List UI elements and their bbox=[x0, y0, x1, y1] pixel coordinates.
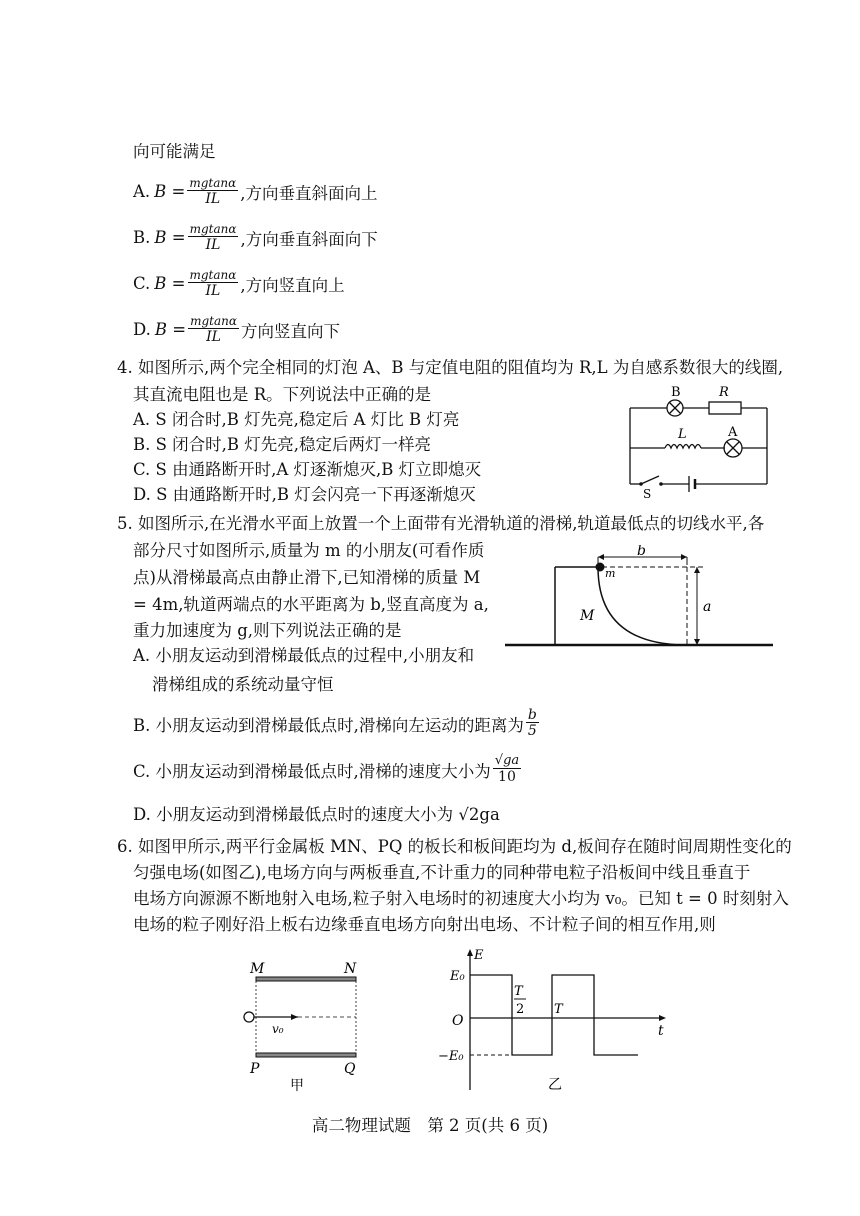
option-text: ,方向垂直斜面向上 bbox=[240, 183, 378, 203]
q4-stem-line2: 其直流电阻也是 R。下列说法中正确的是 bbox=[133, 385, 432, 404]
q5-stem-line1: 5. 如图所示,在光滑水平面上放置一个上面带有光滑轨道的滑梯,轨道最低点的切线水平,各 bbox=[117, 514, 765, 533]
q6-figure-jia bbox=[238, 955, 368, 1095]
option-label: B. bbox=[133, 228, 151, 247]
svg-text:−E₀: −E₀ bbox=[438, 1049, 464, 1064]
q5-option-a-line2: 滑梯组成的系统动量守恒 bbox=[152, 675, 334, 694]
svg-text:P: P bbox=[250, 1061, 260, 1077]
svg-text:乙: 乙 bbox=[548, 1077, 562, 1093]
q5-option-b: B. 小朋友运动到滑梯最低点时,滑梯向左运动的距离为 $\frac{b}{5}$ bbox=[133, 707, 537, 739]
label-b: B bbox=[671, 385, 681, 400]
plate-mn bbox=[256, 977, 356, 981]
fraction: $\frac{√ga}{10}$ bbox=[494, 753, 520, 785]
svg-text:N: N bbox=[344, 961, 357, 977]
label-a: A bbox=[728, 425, 738, 440]
svg-text:a: a bbox=[703, 599, 712, 615]
option-text: ,方向竖直向上 bbox=[240, 275, 345, 295]
fraction: $\frac{b}{5}$ bbox=[527, 707, 537, 739]
label-r: R bbox=[719, 385, 729, 400]
q3-continuation: 向可能满足 bbox=[133, 142, 216, 161]
fraction: $\frac{mgtan\alpha}{IL}$ bbox=[190, 314, 237, 345]
q5-stem-line3: 点)从滑梯最高点由静止滑下,已知滑梯的质量 M bbox=[133, 568, 481, 587]
svg-text:E: E bbox=[474, 948, 484, 963]
q5-stem-line2: 部分尺寸如图所示,质量为 m 的小朋友(可看作质 bbox=[133, 541, 485, 560]
label-s: S bbox=[643, 487, 652, 500]
svg-text:M: M bbox=[580, 608, 595, 624]
svg-text:b: b bbox=[637, 545, 646, 559]
option-lhs: B = bbox=[154, 320, 187, 339]
q3-option-b bbox=[133, 222, 378, 253]
option-label: A. bbox=[133, 182, 151, 201]
label-l: L bbox=[678, 427, 687, 442]
q4-option-a: A. S 闭合时,B 灯先亮,稳定后 A 灯比 B 灯亮 bbox=[133, 410, 460, 429]
child-mass bbox=[596, 563, 605, 572]
fraction: $\frac{mgtan\alpha}{IL}$ bbox=[189, 222, 237, 253]
q6-stem-line2: 匀强电场(如图乙),电场方向与两板垂直,不计重力的同种带电粒子沿板间中线且垂直于 bbox=[133, 863, 751, 882]
plate-pq bbox=[256, 1053, 356, 1057]
q5-option-d: D. 小朋友运动到滑梯最低点时的速度大小为 √2ga bbox=[133, 805, 500, 824]
option-text: ,方向垂直斜面向下 bbox=[240, 229, 378, 249]
option-lhs: B = bbox=[154, 228, 186, 247]
page-footer: 高二物理试题 第 2 页(共 6 页) bbox=[311, 1116, 549, 1135]
option-lhs: B = bbox=[154, 274, 186, 293]
option-text: 方向竖直向下 bbox=[240, 321, 340, 341]
option-lhs: B = bbox=[154, 182, 186, 201]
svg-text:M: M bbox=[250, 961, 265, 977]
q6-stem-line1: 6. 如图甲所示,两平行金属板 MN、PQ 的板长和板间距均为 d,板间存在随时间周期性变化的 bbox=[117, 837, 792, 856]
q6-stem-line3: 电场方向源源不断地射入电场,粒子射入电场时的初速度大小均为 v₀。已知 t = 0 时刻射入 bbox=[133, 889, 789, 908]
q4-circuit-figure bbox=[615, 380, 775, 500]
switch bbox=[641, 476, 659, 484]
q6-stem-line4: 电场的粒子刚好沿上板右边缘垂直电场方向射出电场、不计粒子间的相互作用,则 bbox=[133, 915, 716, 934]
svg-text:T: T bbox=[554, 1002, 563, 1017]
q4-option-c: C. S 由通路断开时,A 灯逐渐熄灭,B 灯立即熄灭 bbox=[133, 460, 482, 479]
option-label: C. bbox=[133, 274, 151, 293]
svg-text:Q: Q bbox=[344, 1061, 356, 1077]
q3-option-c bbox=[133, 268, 345, 299]
svg-text:E₀: E₀ bbox=[450, 969, 465, 984]
particle bbox=[244, 1012, 254, 1022]
q3-option-d bbox=[133, 314, 340, 345]
svg-text:O: O bbox=[452, 1013, 464, 1029]
option-label: D. bbox=[133, 320, 151, 339]
fraction: $\frac{mgtan\alpha}{IL}$ bbox=[189, 268, 237, 299]
coil bbox=[665, 445, 701, 449]
svg-text:t: t bbox=[658, 1023, 664, 1039]
svg-text:m: m bbox=[605, 567, 616, 580]
q4-option-d: D. S 由通路断开时,B 灯会闪亮一下再逐渐熄灭 bbox=[133, 485, 476, 504]
svg-text:v₀: v₀ bbox=[272, 1022, 284, 1036]
svg-text:T: T bbox=[514, 984, 523, 999]
q4-stem-line1: 4. 如图所示,两个完全相同的灯泡 A、B 与定值电阻的阻值均为 R,L 为自感系数很大的线圈, bbox=[117, 358, 784, 377]
svg-text:甲: 甲 bbox=[290, 1078, 304, 1094]
q5-option-c: C. 小朋友运动到滑梯最低点时,滑梯的速度大小为 $\frac{√ga}{10}$ bbox=[133, 753, 520, 785]
fraction: $\frac{mgtan\alpha}{IL}$ bbox=[189, 176, 237, 207]
q5-slide-figure bbox=[505, 545, 775, 655]
svg-text:2: 2 bbox=[516, 1002, 525, 1017]
q5-option-a-line1: A. 小朋友运动到滑梯最低点的过程中,小朋友和 bbox=[133, 646, 475, 665]
q3-option-a bbox=[133, 176, 378, 207]
q6-figure-yi bbox=[436, 945, 676, 1095]
resistor bbox=[709, 402, 741, 414]
q5-stem-line4: = 4m,轨道两端点的水平距离为 b,竖直高度为 a, bbox=[133, 595, 489, 614]
q4-option-b: B. S 闭合时,B 灯先亮,稳定后两灯一样亮 bbox=[133, 435, 432, 454]
q5-stem-line5: 重力加速度为 g,则下列说法正确的是 bbox=[133, 621, 402, 640]
